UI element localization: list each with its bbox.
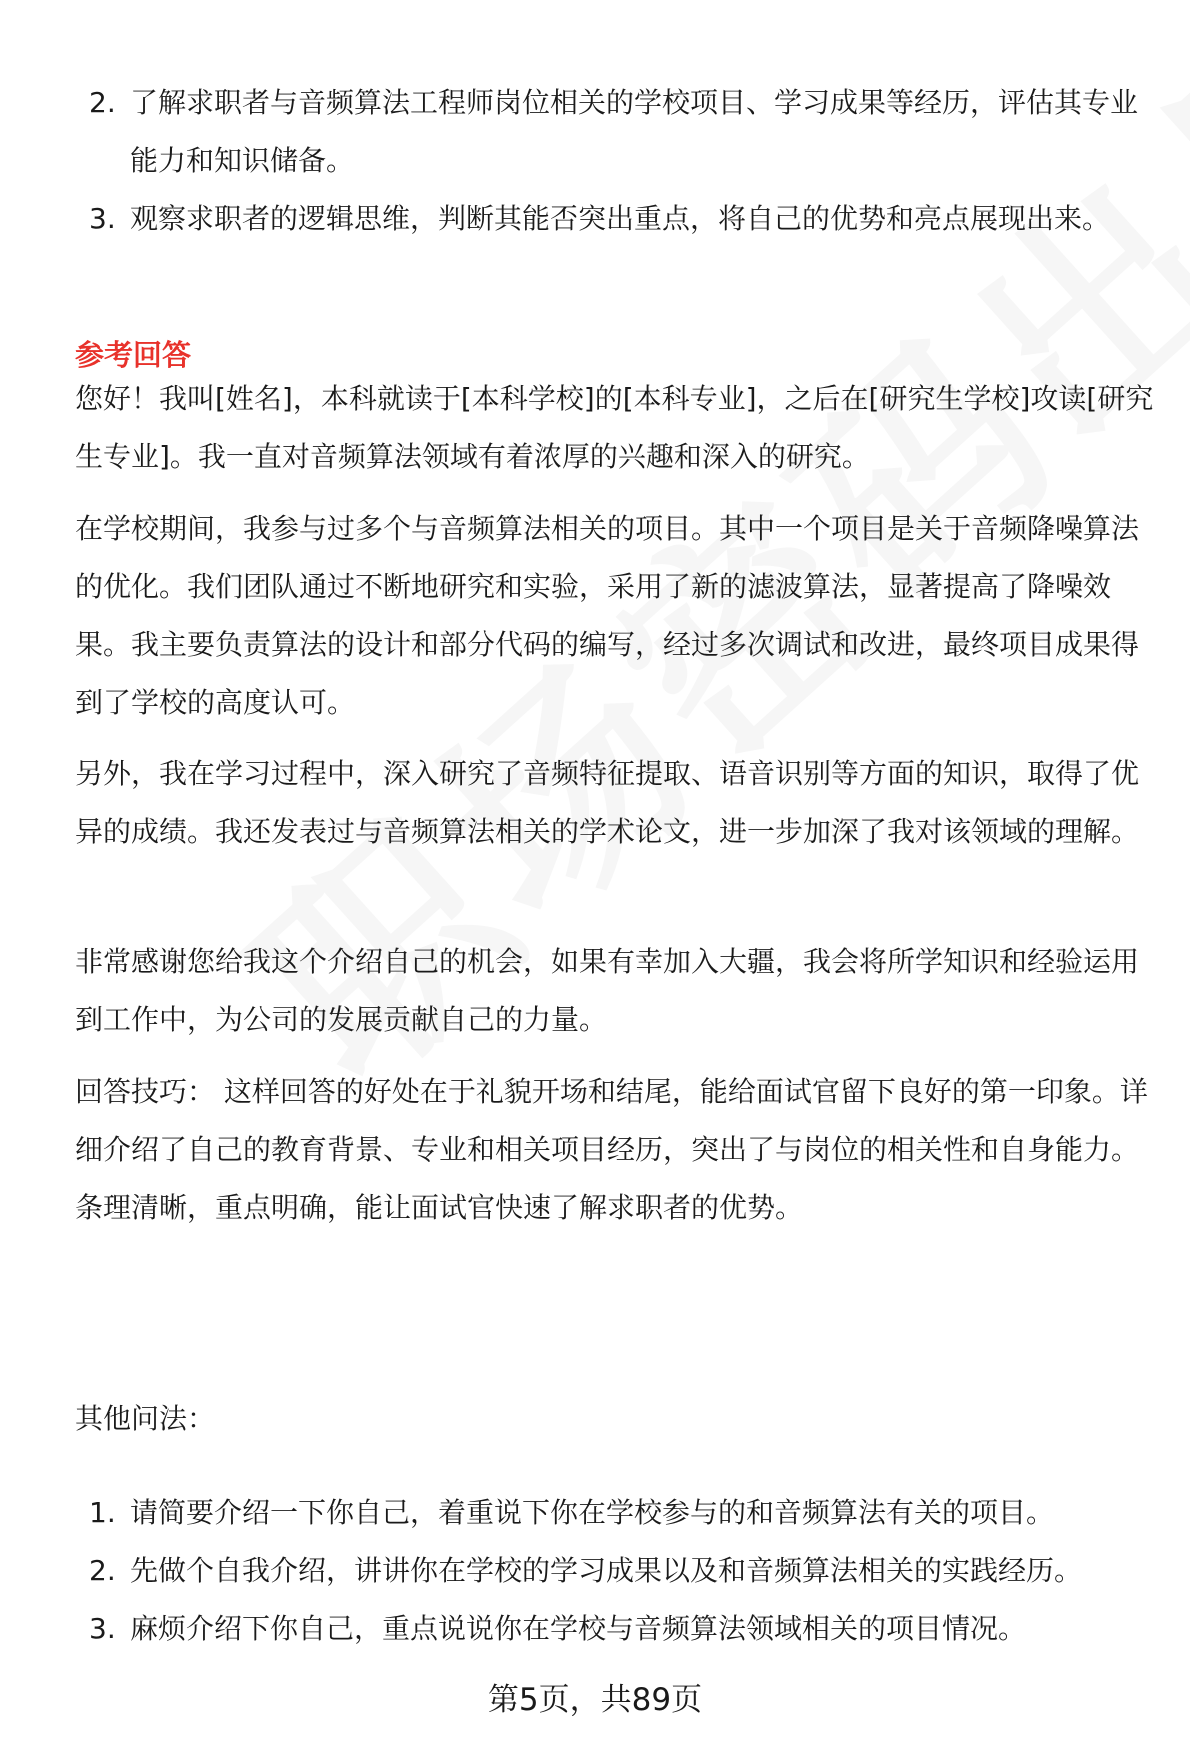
list-item	[75, 1600, 1160, 1658]
section-heading: 参考回答	[75, 338, 192, 372]
list-item-number: 2.	[89, 1554, 116, 1587]
list-item-number: 3.	[89, 202, 116, 235]
list-item	[75, 74, 1160, 190]
list-item	[75, 190, 1160, 248]
other-questions-list	[75, 1484, 1160, 1658]
list-item-number: 3.	[89, 1612, 116, 1645]
answer-paragraph-closing: 非常感谢您给我这个介绍自己的机会，如果有幸加入大疆，我会将所学知识和经验运用到工作中，为公司的发展贡献自己的力量。	[75, 945, 1140, 1036]
answer-paragraph-projects: 在学校期间，我参与过多个与音频算法相关的项目。其中一个项目是关于音频降噪算法的优化。我们团队通过不断地研究和实验，采用了新的滤波算法，显著提高了降噪效果。我主要负责算法的设计和部分代码的编写，经过多次调试和改进，最终项目成果得到了学校的高度认可。	[75, 512, 1140, 719]
list-item-text: 先做个自我介绍，讲讲你在学校的学习成果以及和音频算法相关的实践经历。	[130, 1554, 1083, 1587]
answer-paragraph-study: 另外，我在学习过程中，深入研究了音频特征提取、语音识别等方面的知识，取得了优异的成绩。我还发表过与音频算法相关的学术论文，进一步加深了我对该领域的理解。	[75, 757, 1140, 848]
list-item-number: 1.	[89, 1496, 116, 1529]
answer-paragraph-intro: 您好！我叫[姓名]，本科就读于[本科学校]的[本科专业]，之后在[研究生学校]攻读[研究生专业]。我一直对音频算法领域有着浓厚的兴趣和深入的研究。	[75, 382, 1154, 473]
answer-tips-paragraph: 回答技巧： 这样回答的好处在于礼貌开场和结尾，能给面试官留下良好的第一印象。详细介绍了自己的教育背景、专业和相关项目经历，突出了与岗位的相关性和自身能力。条理清晰，重点明确，能让面试官快速了解求职者的优势。	[75, 1075, 1148, 1224]
list-item-text: 观察求职者的逻辑思维，判断其能否突出重点，将自己的优势和亮点展现出来。	[130, 202, 1111, 235]
list-item-text: 了解求职者与音频算法工程师岗位相关的学校项目、学习成果等经历，评估其专业能力和知识储备。	[130, 86, 1139, 177]
evaluation-points-list	[75, 74, 1160, 248]
list-item-text: 请简要介绍一下你自己，着重说下你在学校参与的和音频算法有关的项目。	[130, 1496, 1055, 1529]
list-item-text: 麻烦介绍下你自己，重点说说你在学校与音频算法领域相关的项目情况。	[130, 1612, 1027, 1645]
list-item	[75, 1542, 1160, 1600]
page-number-footer: 第5页，共89页	[487, 1682, 703, 1718]
list-item	[75, 1484, 1160, 1542]
other-questions-title: 其他问法：	[75, 1402, 216, 1435]
list-item-number: 2.	[89, 86, 116, 119]
